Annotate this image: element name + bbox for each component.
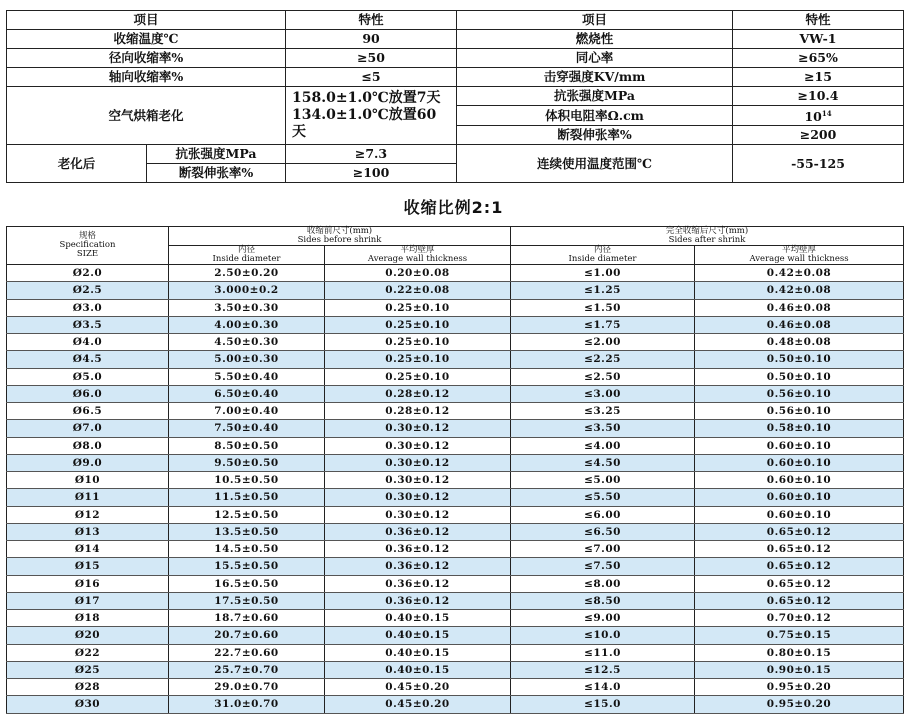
before-wall-thickness-cell: 0.36±0.12 (325, 558, 511, 575)
before-wall-thickness-cell: 0.40±0.15 (325, 627, 511, 644)
before-shrink-header (169, 227, 511, 246)
resistivity-base: 10 (804, 109, 822, 125)
after-wall-cn: 平均壁厚 (782, 245, 817, 255)
table-row (7, 403, 904, 420)
size-spec-cell: Ø6.5 (7, 403, 169, 420)
table-row (7, 282, 904, 299)
prop-label: 抗张强度MPa (147, 145, 286, 164)
before-inside-diameter-cell: 22.7±0.60 (169, 644, 325, 661)
prop-value: ≥15 (733, 68, 904, 87)
after-wall-thickness-cell: 0.65±0.12 (695, 523, 904, 540)
prop-value: ≥100 (286, 164, 457, 183)
size-spec-cell: Ø8.0 (7, 437, 169, 454)
props-row (7, 49, 904, 68)
after-wall-thickness-cell: 0.50±0.10 (695, 368, 904, 385)
size-spec-cell: Ø3.5 (7, 316, 169, 333)
before-inside-diameter-cell: 14.5±0.50 (169, 541, 325, 558)
table-row (7, 679, 904, 696)
after-wall-thickness-cell: 0.65±0.12 (695, 558, 904, 575)
before-wall-thickness-cell: 0.30±0.12 (325, 472, 511, 489)
prop-label: 抗张强度MPa (457, 87, 733, 106)
size-spec-cell: Ø28 (7, 679, 169, 696)
prop-label: 收缩温度℃ (7, 30, 286, 49)
shrink-ratio-title: 收缩比例2:1 (403, 198, 504, 217)
after-id-en: Inside diameter (568, 254, 637, 264)
after-inside-diameter-cell: ≤1.25 (511, 282, 695, 299)
table-row (7, 610, 904, 627)
size-spec-cell: Ø10 (7, 472, 169, 489)
before-wall-thickness-cell: 0.25±0.10 (325, 351, 511, 368)
after-wall-thickness-cell: 0.46±0.08 (695, 316, 904, 333)
props-header-property-right: 特性 (733, 11, 904, 30)
table-row (7, 696, 904, 713)
prop-value: VW-1 (733, 30, 904, 49)
size-spec-cell: Ø3.0 (7, 299, 169, 316)
props-header-property-left: 特性 (286, 11, 457, 30)
before-inside-diameter-cell: 3.000±0.2 (169, 282, 325, 299)
before-wall-thickness-cell: 0.36±0.12 (325, 592, 511, 609)
table-row (7, 334, 904, 351)
props-header-item-left: 项目 (7, 11, 286, 30)
after-wall-thickness-cell: 0.56±0.10 (695, 403, 904, 420)
after-inside-diameter-cell: ≤2.25 (511, 351, 695, 368)
table-row (7, 627, 904, 644)
before-inside-diameter-header (169, 246, 325, 265)
size-spec-cell: Ø13 (7, 523, 169, 540)
after-inside-diameter-cell: ≤4.50 (511, 454, 695, 471)
size-spec-cell: Ø12 (7, 506, 169, 523)
size-spec-cell: Ø15 (7, 558, 169, 575)
resistivity-exponent: 14 (821, 109, 832, 118)
size-spec-cell: Ø9.0 (7, 454, 169, 471)
after-wall-thickness-cell: 0.60±0.10 (695, 437, 904, 454)
after-wall-thickness-cell: 0.65±0.12 (695, 541, 904, 558)
after-wall-thickness-cell: 0.60±0.10 (695, 506, 904, 523)
after-inside-diameter-cell: ≤7.00 (511, 541, 695, 558)
prop-value: 90 (286, 30, 457, 49)
oven-aging-label: 空气烘箱老化 (7, 87, 286, 145)
table-row (7, 558, 904, 575)
table-row (7, 575, 904, 592)
spec-header (7, 227, 169, 265)
size-spec-cell: Ø6.0 (7, 385, 169, 402)
after-shrink-header-en: Sides after shrink (668, 235, 746, 245)
after-wall-en: Average wall thickness (749, 254, 849, 264)
table-row (7, 592, 904, 609)
table-row (7, 661, 904, 678)
before-wall-thickness-cell: 0.36±0.12 (325, 523, 511, 540)
before-wall-thickness-header (325, 246, 511, 265)
size-spec-cell: Ø2.0 (7, 265, 169, 282)
prop-value: -55-125 (733, 145, 904, 183)
before-wall-thickness-cell: 0.30±0.12 (325, 506, 511, 523)
after-wall-thickness-cell: 0.60±0.10 (695, 454, 904, 471)
after-inside-diameter-cell: ≤8.00 (511, 575, 695, 592)
table-row (7, 299, 904, 316)
table-row (7, 644, 904, 661)
before-inside-diameter-cell: 17.5±0.50 (169, 592, 325, 609)
after-inside-diameter-cell: ≤1.75 (511, 316, 695, 333)
prop-label: 连续使用温度范围℃ (457, 145, 733, 183)
before-inside-diameter-cell: 6.50±0.40 (169, 385, 325, 402)
before-wall-thickness-cell: 0.20±0.08 (325, 265, 511, 282)
before-id-cn: 内径 (237, 245, 255, 255)
prop-value: ≥10.4 (733, 87, 904, 106)
after-shrink-header (511, 227, 904, 246)
before-wall-thickness-cell: 0.28±0.12 (325, 403, 511, 420)
table-row (7, 351, 904, 368)
after-inside-diameter-cell: ≤3.25 (511, 403, 695, 420)
before-inside-diameter-cell: 7.00±0.40 (169, 403, 325, 420)
prop-label: 断裂伸张率% (147, 164, 286, 183)
after-wall-thickness-cell: 0.42±0.08 (695, 265, 904, 282)
before-wall-thickness-cell: 0.22±0.08 (325, 282, 511, 299)
before-inside-diameter-cell: 7.50±0.40 (169, 420, 325, 437)
before-wall-thickness-cell: 0.30±0.12 (325, 454, 511, 471)
size-spec-cell: Ø25 (7, 661, 169, 678)
before-inside-diameter-cell: 13.5±0.50 (169, 523, 325, 540)
after-inside-diameter-cell: ≤12.5 (511, 661, 695, 678)
before-inside-diameter-cell: 3.50±0.30 (169, 299, 325, 316)
size-spec-cell: Ø4.5 (7, 351, 169, 368)
before-wall-thickness-cell: 0.25±0.10 (325, 316, 511, 333)
prop-value: ≥200 (733, 126, 904, 145)
after-inside-diameter-cell: ≤1.00 (511, 265, 695, 282)
after-wall-thickness-cell: 0.65±0.12 (695, 592, 904, 609)
prop-label: 轴向收缩率% (7, 68, 286, 87)
before-inside-diameter-cell: 9.50±0.50 (169, 454, 325, 471)
prop-label: 击穿强度KV/mm (457, 68, 733, 87)
table-row (7, 523, 904, 540)
after-wall-thickness-cell: 0.60±0.10 (695, 472, 904, 489)
spec-header-cn: 规格 (78, 231, 96, 241)
size-spec-cell: Ø14 (7, 541, 169, 558)
prop-value: ≤5 (286, 68, 457, 87)
after-inside-diameter-cell: ≤6.50 (511, 523, 695, 540)
spec-header-size: SIZE (76, 249, 99, 259)
after-wall-thickness-cell: 0.58±0.10 (695, 420, 904, 437)
table-row (7, 506, 904, 523)
after-inside-diameter-cell: ≤7.50 (511, 558, 695, 575)
after-inside-diameter-cell: ≤15.0 (511, 696, 695, 713)
before-inside-diameter-cell: 16.5±0.50 (169, 575, 325, 592)
size-spec-cell: Ø5.0 (7, 368, 169, 385)
before-wall-en: Average wall thickness (367, 254, 468, 264)
after-inside-diameter-cell: ≤5.00 (511, 472, 695, 489)
size-spec-cell: Ø2.5 (7, 282, 169, 299)
after-wall-thickness-cell: 0.50±0.10 (695, 351, 904, 368)
size-spec-cell: Ø7.0 (7, 420, 169, 437)
after-wall-thickness-cell: 0.95±0.20 (695, 679, 904, 696)
table-row (7, 368, 904, 385)
props-row (7, 68, 904, 87)
before-inside-diameter-cell: 8.50±0.50 (169, 437, 325, 454)
before-inside-diameter-cell: 18.7±0.60 (169, 610, 325, 627)
prop-label: 径向收缩率% (7, 49, 286, 68)
prop-label: 燃烧性 (457, 30, 733, 49)
after-inside-diameter-cell: ≤11.0 (511, 644, 695, 661)
prop-value-resistivity (733, 106, 904, 126)
table-row (7, 489, 904, 506)
props-header-item-right: 项目 (457, 11, 733, 30)
before-inside-diameter-cell: 4.00±0.30 (169, 316, 325, 333)
after-wall-thickness-cell: 0.95±0.20 (695, 696, 904, 713)
after-wall-thickness-cell: 0.48±0.08 (695, 334, 904, 351)
size-spec-cell: Ø16 (7, 575, 169, 592)
table-row (7, 541, 904, 558)
after-wall-thickness-cell: 0.56±0.10 (695, 385, 904, 402)
after-wall-thickness-cell: 0.65±0.12 (695, 575, 904, 592)
size-table (6, 226, 904, 714)
before-wall-thickness-cell: 0.25±0.10 (325, 368, 511, 385)
properties-table (6, 10, 904, 183)
after-wall-thickness-cell: 0.75±0.15 (695, 627, 904, 644)
after-inside-diameter-cell: ≤1.50 (511, 299, 695, 316)
prop-value: ≥65% (733, 49, 904, 68)
before-shrink-header-cn: 收缩前尺寸(mm) (306, 226, 373, 236)
after-wall-thickness-cell: 0.46±0.08 (695, 299, 904, 316)
before-inside-diameter-cell: 15.5±0.50 (169, 558, 325, 575)
size-spec-cell: Ø11 (7, 489, 169, 506)
size-spec-cell: Ø18 (7, 610, 169, 627)
before-wall-thickness-cell: 0.45±0.20 (325, 696, 511, 713)
after-inside-diameter-cell: ≤10.0 (511, 627, 695, 644)
size-spec-cell: Ø22 (7, 644, 169, 661)
oven-aging-value: 158.0±1.0℃放置7天 134.0±1.0℃放置60天 (286, 87, 457, 145)
before-inside-diameter-cell: 5.50±0.40 (169, 368, 325, 385)
after-inside-diameter-cell: ≤6.00 (511, 506, 695, 523)
before-wall-thickness-cell: 0.36±0.12 (325, 575, 511, 592)
after-wall-thickness-cell: 0.42±0.08 (695, 282, 904, 299)
before-wall-thickness-cell: 0.30±0.12 (325, 489, 511, 506)
table-row (7, 454, 904, 471)
after-inside-diameter-cell: ≤14.0 (511, 679, 695, 696)
before-wall-thickness-cell: 0.30±0.12 (325, 420, 511, 437)
table-row (7, 265, 904, 282)
table-row (7, 472, 904, 489)
before-wall-thickness-cell: 0.30±0.12 (325, 437, 511, 454)
before-inside-diameter-cell: 31.0±0.70 (169, 696, 325, 713)
before-wall-thickness-cell: 0.40±0.15 (325, 644, 511, 661)
table-row (7, 437, 904, 454)
before-inside-diameter-cell: 5.00±0.30 (169, 351, 325, 368)
props-row (7, 87, 904, 106)
after-inside-diameter-cell: ≤5.50 (511, 489, 695, 506)
before-inside-diameter-cell: 25.7±0.70 (169, 661, 325, 678)
prop-label: 体积电阻率Ω.cm (457, 106, 733, 126)
table-row (7, 420, 904, 437)
props-header-row (7, 11, 904, 30)
after-wall-thickness-cell: 0.60±0.10 (695, 489, 904, 506)
after-inside-diameter-cell: ≤2.00 (511, 334, 695, 351)
before-wall-cn: 平均壁厚 (400, 245, 435, 255)
after-wall-thickness-cell: 0.70±0.12 (695, 610, 904, 627)
prop-label: 断裂伸张率% (457, 126, 733, 145)
size-header-row (7, 227, 904, 246)
spec-header-en: Specification (59, 240, 116, 250)
after-wall-thickness-cell: 0.90±0.15 (695, 661, 904, 678)
after-shrink-header-cn: 完全收缩后尺寸(mm) (665, 226, 749, 236)
after-inside-diameter-cell: ≤3.00 (511, 385, 695, 402)
before-wall-thickness-cell: 0.40±0.15 (325, 610, 511, 627)
props-row (7, 30, 904, 49)
before-wall-thickness-cell: 0.36±0.12 (325, 541, 511, 558)
table-row (7, 385, 904, 402)
after-inside-diameter-header (511, 246, 695, 265)
after-wall-thickness-cell: 0.80±0.15 (695, 644, 904, 661)
before-shrink-header-en: Sides before shrink (297, 235, 382, 245)
before-inside-diameter-cell: 2.50±0.20 (169, 265, 325, 282)
size-spec-cell: Ø17 (7, 592, 169, 609)
before-inside-diameter-cell: 20.7±0.60 (169, 627, 325, 644)
prop-value: ≥7.3 (286, 145, 457, 164)
before-inside-diameter-cell: 11.5±0.50 (169, 489, 325, 506)
after-wall-thickness-header (695, 246, 904, 265)
before-wall-thickness-cell: 0.25±0.10 (325, 334, 511, 351)
before-wall-thickness-cell: 0.28±0.12 (325, 385, 511, 402)
size-spec-cell: Ø4.0 (7, 334, 169, 351)
prop-value: ≥50 (286, 49, 457, 68)
size-spec-cell: Ø30 (7, 696, 169, 713)
before-inside-diameter-cell: 12.5±0.50 (169, 506, 325, 523)
size-spec-cell: Ø20 (7, 627, 169, 644)
props-row (7, 145, 904, 164)
after-inside-diameter-cell: ≤2.50 (511, 368, 695, 385)
before-wall-thickness-cell: 0.40±0.15 (325, 661, 511, 678)
after-inside-diameter-cell: ≤8.50 (511, 592, 695, 609)
prop-label: 同心率 (457, 49, 733, 68)
before-id-en: Inside diameter (212, 254, 281, 264)
after-id-cn: 内径 (594, 245, 612, 255)
after-inside-diameter-cell: ≤3.50 (511, 420, 695, 437)
before-wall-thickness-cell: 0.45±0.20 (325, 679, 511, 696)
before-inside-diameter-cell: 29.0±0.70 (169, 679, 325, 696)
before-inside-diameter-cell: 4.50±0.30 (169, 334, 325, 351)
before-inside-diameter-cell: 10.5±0.50 (169, 472, 325, 489)
after-inside-diameter-cell: ≤4.00 (511, 437, 695, 454)
table-row (7, 316, 904, 333)
aging-after-label: 老化后 (7, 145, 147, 183)
before-wall-thickness-cell: 0.25±0.10 (325, 299, 511, 316)
size-table-body (7, 265, 904, 714)
after-inside-diameter-cell: ≤9.00 (511, 610, 695, 627)
